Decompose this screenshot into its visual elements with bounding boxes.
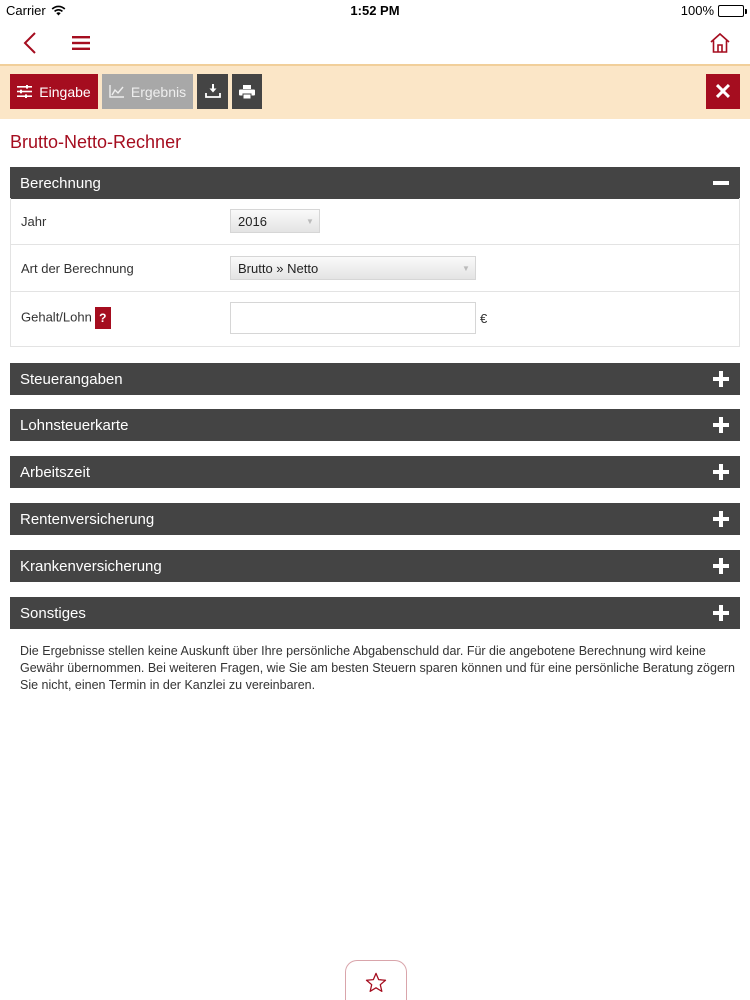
download-button[interactable] — [197, 74, 228, 109]
expand-icon — [712, 456, 730, 488]
chart-icon — [109, 85, 124, 98]
gehalt-input[interactable] — [230, 302, 476, 334]
berechnung-form — [10, 198, 740, 347]
close-button[interactable] — [706, 74, 740, 109]
dropdown-arrow-icon: ▼ — [462, 263, 470, 273]
expand-icon — [712, 363, 730, 395]
expand-icon — [712, 550, 730, 582]
nav-bar — [0, 22, 750, 64]
dropdown-arrow-icon: ▼ — [306, 216, 314, 226]
currency-unit: € — [480, 311, 488, 326]
jahr-select[interactable] — [230, 209, 320, 233]
section-sonstiges[interactable] — [10, 597, 740, 629]
menu-button[interactable] — [66, 28, 96, 58]
section-title: Sonstiges — [20, 604, 86, 622]
section-title: Rentenversicherung — [20, 510, 155, 528]
section-title: Arbeitszeit — [20, 463, 91, 481]
battery-icon — [718, 5, 744, 17]
gehalt-label: Gehalt/Lohn — [21, 309, 92, 325]
art-value: Brutto » Netto — [238, 260, 319, 276]
section-title: Berechnung — [20, 174, 101, 192]
star-icon — [365, 972, 387, 993]
section-berechnung[interactable] — [10, 167, 740, 199]
section-krankenversicherung[interactable] — [10, 550, 740, 582]
battery-percent: 100% — [680, 3, 714, 18]
section-title: Lohnsteuerkarte — [20, 416, 129, 434]
ergebnis-label: Ergebnis — [130, 83, 187, 100]
download-icon — [205, 84, 221, 99]
art-select[interactable] — [230, 256, 476, 280]
close-icon: ✕ — [713, 78, 733, 104]
page-title: Brutto-Netto-Rechner — [10, 132, 182, 152]
action-toolbar — [0, 64, 750, 119]
carrier-label: Carrier — [6, 3, 46, 18]
disclaimer-text: Die Ergebnisse stellen keine Auskunft über Ihre persönliche Abgabenschuld dar. Für die angebotene Berechnung wird keine Gewähr übernommen. Bei weiteren Fragen, wie Sie am besten Steuern sparen können und für eine persönliche Beratung zögern Sie nicht, einen Termin in der Kanzlei zu vereinbaren. — [20, 644, 736, 692]
battery-info — [681, 3, 744, 18]
jahr-label: Jahr — [21, 214, 47, 229]
collapse-icon — [712, 167, 730, 199]
home-button[interactable] — [705, 28, 735, 58]
section-title: Krankenversicherung — [20, 557, 162, 575]
hamburger-icon — [72, 36, 90, 50]
jahr-value: 2016 — [238, 213, 267, 229]
printer-icon — [239, 85, 255, 99]
ergebnis-button[interactable] — [102, 74, 193, 109]
row-gehalt — [11, 292, 739, 346]
print-button[interactable] — [232, 74, 262, 109]
status-time: 1:52 PM — [350, 3, 400, 18]
expand-icon — [712, 503, 730, 535]
row-jahr — [11, 198, 739, 245]
status-bar — [0, 0, 750, 22]
section-arbeitszeit[interactable] — [10, 456, 740, 488]
section-title: Steuerangaben — [20, 370, 123, 388]
section-lohnsteuerkarte[interactable] — [10, 409, 740, 441]
back-button[interactable] — [15, 28, 45, 58]
eingabe-button[interactable] — [10, 74, 98, 109]
section-rentenversicherung[interactable] — [10, 503, 740, 535]
sliders-icon — [17, 85, 32, 98]
expand-icon — [712, 597, 730, 629]
eingabe-label: Eingabe — [39, 83, 91, 100]
favorite-button[interactable] — [345, 960, 407, 1000]
expand-icon — [712, 409, 730, 441]
section-steuerangaben[interactable] — [10, 363, 740, 395]
row-art-der-berechnung — [11, 245, 739, 292]
home-icon — [709, 32, 731, 54]
help-button[interactable]: ? — [95, 307, 111, 329]
gehalt-label-group — [21, 307, 111, 329]
art-label: Art der Berechnung — [21, 261, 134, 276]
chevron-left-icon — [23, 32, 37, 54]
